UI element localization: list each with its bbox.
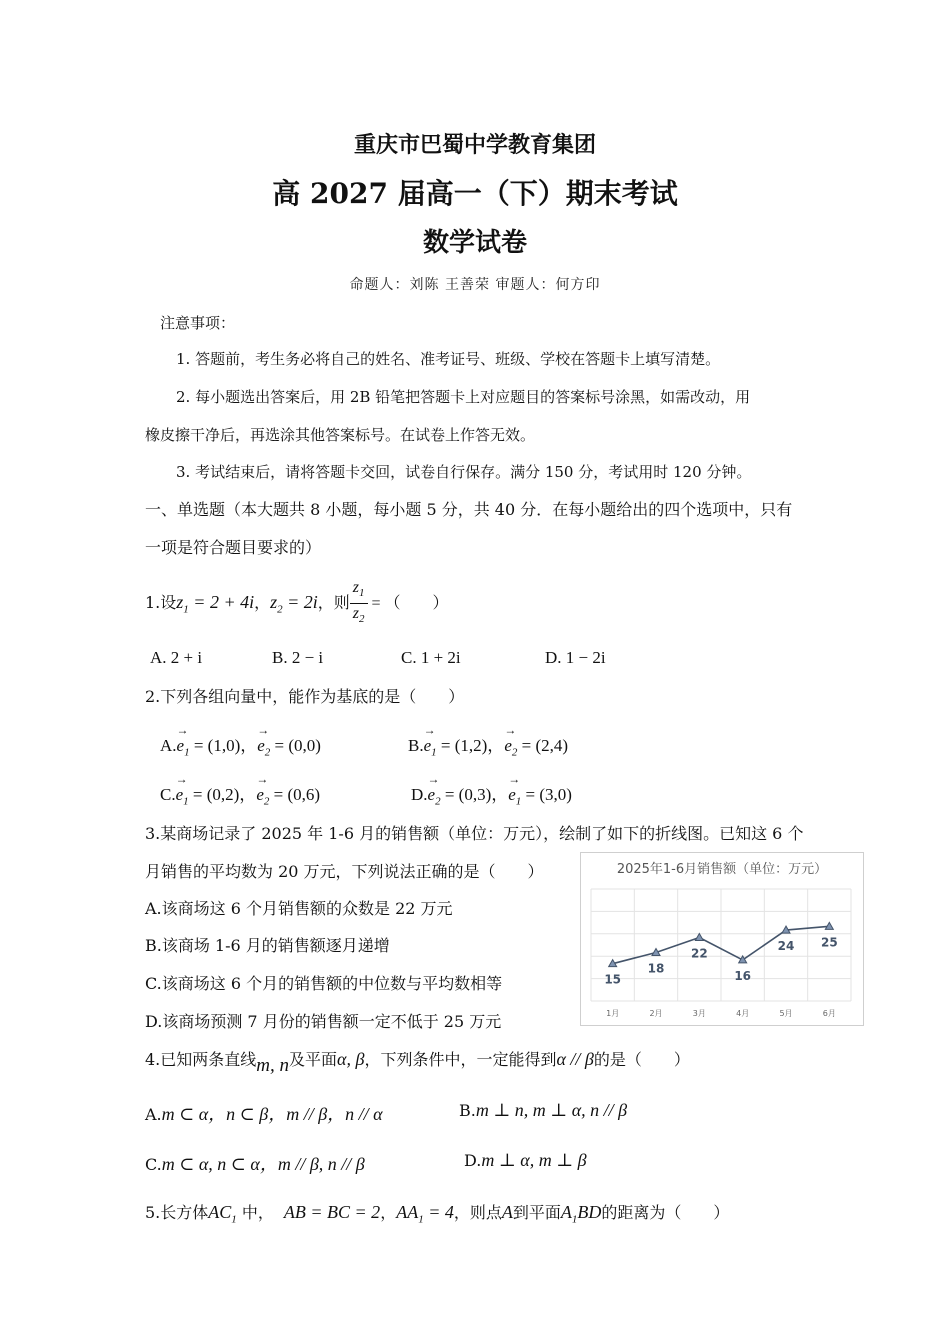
- q2-b-vector-1: → $e_1$: [424, 736, 437, 758]
- q1-option-c: C. 1 + 2i: [401, 648, 461, 667]
- q1-z2: z: [270, 592, 278, 613]
- section-heading: 一、单选题（本大题共 8 小题，每小题 5 分，共 40 分．在每小题给出的四个选项中，只有: [145, 500, 793, 519]
- q5-ac: AC: [208, 1202, 232, 1222]
- q1-option-d: D. 1 − 2i: [545, 648, 606, 667]
- q5-plane-bd: BD: [577, 1202, 602, 1222]
- q2-c-v2: e: [256, 785, 264, 804]
- q2-b-v2-val: = (2,4): [517, 736, 569, 755]
- q4-lines: m, n: [256, 1055, 290, 1076]
- chart-svg: [581, 853, 863, 1025]
- q2-a-vector-1: → $e_1$: [177, 736, 190, 758]
- chart-x-ticks: [606, 1009, 836, 1018]
- q5-mid1: 中，: [236, 1203, 274, 1222]
- q2-c-v1-val: = (0,2)，: [188, 785, 257, 804]
- q4-tail: 的是（ ）: [593, 1050, 690, 1069]
- q4-option-c: [145, 1150, 365, 1176]
- q4-option-b: [459, 1100, 627, 1121]
- q1-frac-den: z: [352, 605, 360, 623]
- chart-data-label: 22: [690, 946, 708, 961]
- q2-d-label: D.: [411, 785, 428, 804]
- q1-z1: z: [176, 592, 184, 613]
- q5-mid4: 到平面: [512, 1203, 561, 1222]
- chart-data-label: 18: [647, 961, 665, 976]
- question-4-stem: [145, 1046, 690, 1079]
- q4-d-label: D.: [464, 1151, 482, 1170]
- q2-b-v2: e: [504, 736, 512, 755]
- chart-x-tick-label: 5月: [779, 1009, 793, 1018]
- chart-point: [695, 934, 703, 941]
- notice-title: 注意事项：: [160, 314, 236, 332]
- q4-target: α // β: [556, 1049, 594, 1069]
- q2-b-label: B.: [408, 736, 424, 755]
- q1-option-b: B. 2 − i: [272, 648, 324, 667]
- q2-d-v2: e: [508, 785, 516, 804]
- q2-d-v2-val: = (3,0): [521, 785, 572, 804]
- q2-option-d: [411, 780, 572, 807]
- q2-a-v2-val: = (0,0): [270, 736, 321, 755]
- notice-item-2-cont: 橡皮擦干净后，再选涂其他答案标号。在试卷上作答无效。: [145, 426, 536, 444]
- q2-c-label: C.: [160, 785, 176, 804]
- q2-a-label: A.: [160, 736, 177, 755]
- section-heading-cont: 一项是符合题目要求的）: [145, 538, 322, 557]
- sales-line-chart: [580, 852, 864, 1026]
- chart-x-tick-label: 2月: [649, 1009, 663, 1018]
- notice-item-1: 1. 答题前，考生务必将自己的姓名、准考证号、班级、学校在答题卡上填写清楚。: [176, 350, 721, 368]
- q2-b-v1: e: [423, 736, 432, 755]
- q5-aa: AA: [396, 1202, 419, 1222]
- q2-c-vector-1: → $e_1$: [176, 785, 189, 807]
- chart-grid: [591, 889, 851, 1001]
- q1-sep1: ，: [254, 593, 271, 613]
- q4-b-math: m ⊥ n, m ⊥ α, n // β: [475, 1100, 628, 1120]
- q1-frac-num: z: [352, 579, 360, 596]
- subject-title: 数学试卷: [422, 228, 527, 258]
- q4-d-math: m ⊥ α, m ⊥ β: [481, 1150, 587, 1170]
- q5-eq1: AB = BC = 2: [283, 1202, 381, 1222]
- q2-c-v2-val: = (0,6): [269, 785, 321, 804]
- question-1-stem: 1.设$z_1 = 2 + 4i$，$z_2 = 2i$，则 $\frac{z_1}{z_2}$ = （ ）: [145, 578, 449, 631]
- chart-x-tick-label: 6月: [822, 1009, 836, 1018]
- q2-d-v1-val: = (0,3)，: [440, 785, 509, 804]
- q2-c-v1: e: [175, 785, 184, 804]
- q2-d-vector-1: → $e_2$: [428, 785, 441, 807]
- q1-z1-eq: = 2 + 4i: [188, 592, 255, 613]
- q2-b-vector-2: → $e_2$: [504, 736, 517, 758]
- q4-option-d: [464, 1150, 587, 1171]
- chart-x-tick-label: 4月: [736, 1009, 750, 1018]
- q1-sep2: ，则: [317, 593, 350, 613]
- notice-item-3: 3. 考试结束后，请将答题卡交回，试卷自行保存。满分 150 分，考试用时 120 分钟。: [176, 463, 752, 481]
- chart-title: 2025年1-6月销售额（单位：万元）: [616, 862, 828, 877]
- q2-a-v2: e: [257, 736, 265, 755]
- chart-x-tick-label: 3月: [692, 1009, 706, 1018]
- q5-aa-val: = 4: [423, 1202, 454, 1222]
- question-5-stem: 5.长方体$AC_1$ 中， AB = BC = 2，$AA_1 = 4$，则点A到平面$A_1BD$的距离为（ ）: [145, 1202, 730, 1226]
- chart-data-label: 16: [734, 968, 752, 983]
- q2-a-vector-2: → $e_2$: [257, 736, 270, 758]
- q4-c-math: m ⊂ α, n ⊂ α，m // β, n // β: [161, 1154, 365, 1174]
- chart-data-label: 15: [604, 972, 622, 987]
- q4-mid2: ，下列条件中，一定能得到: [364, 1050, 557, 1069]
- question-2-stem: 2.下列各组向量中，能作为基底的是（ ）: [145, 687, 465, 706]
- q5-point-a: A: [501, 1202, 513, 1222]
- q2-option-a: [160, 731, 321, 758]
- q5-prefix: 5.长方体: [145, 1203, 209, 1222]
- q2-c-vector-2: → $e_2$: [256, 785, 269, 807]
- q2-option-b: [408, 731, 568, 758]
- q5-plane-a: A: [560, 1202, 572, 1222]
- q4-mid: 及平面: [289, 1050, 338, 1069]
- q3-option-a: A.该商场这 6 个月销售额的众数是 22 万元: [145, 899, 453, 918]
- q4-a-math: m ⊂ α，n ⊂ β，m // β，n // α: [161, 1104, 383, 1124]
- q4-c-label: C.: [145, 1155, 162, 1174]
- q3-option-c: C.该商场这 6 个月的销售额的中位数与平均数相等: [145, 974, 503, 993]
- authors-line: 命题人：刘陈 王善荣 审题人：何方印: [349, 277, 601, 293]
- chart-data-label: 25: [820, 935, 838, 950]
- chart-point: [739, 956, 747, 963]
- q1-option-a: A. 2 + i: [150, 648, 203, 667]
- exam-title: 高 2027 届高一（下）期末考试: [272, 177, 678, 210]
- q5-mid3: ，则点: [453, 1203, 502, 1222]
- q2-a-v1-val: = (1,0)，: [189, 736, 258, 755]
- q1-fraction: $\frac{z_1}{z_2}$: [350, 578, 368, 629]
- q2-a-v1: e: [176, 736, 185, 755]
- q4-option-a: [145, 1100, 383, 1126]
- q2-b-v1-val: = (1,2)，: [436, 736, 505, 755]
- q2-option-c: [160, 780, 320, 807]
- q4-b-label: B.: [459, 1101, 476, 1120]
- q1-prefix: 1.设: [145, 593, 177, 613]
- q3-option-b: B.该商场 1-6 月的销售额逐月递增: [145, 936, 390, 955]
- q1-z2-eq: = 2i: [282, 592, 318, 613]
- question-3-stem-2: 月销售的平均数为 20 万元，下列说法正确的是（ ）: [145, 862, 544, 881]
- school-name: 重庆市巴蜀中学教育集团: [353, 132, 596, 158]
- chart-x-tick-label: 1月: [606, 1009, 620, 1018]
- q4-prefix: 4.已知两条直线: [145, 1050, 257, 1069]
- q2-d-vector-2: → $e_1$: [508, 785, 521, 807]
- q5-tail: 的距离为（ ）: [601, 1203, 730, 1222]
- q5-mid2: ，: [380, 1203, 397, 1222]
- chart-data-label: 24: [777, 939, 795, 954]
- q2-d-v1: e: [427, 785, 436, 804]
- q3-option-d: D.该商场预测 7 月份的销售额一定不低于 25 万元: [145, 1012, 502, 1031]
- notice-item-2: 2. 每小题选出答案后，用 2B 铅笔把答题卡上对应题目的答案标号涂黑，如需改动，用: [176, 388, 751, 406]
- q1-tail: = （ ）: [367, 595, 449, 613]
- q4-planes: α, β: [337, 1049, 365, 1069]
- question-3-stem-1: 3.某商场记录了 2025 年 1-6 月的销售额（单位：万元），绘制了如下的折线图。已知这 6 个: [145, 824, 804, 843]
- q4-a-label: A.: [145, 1105, 162, 1124]
